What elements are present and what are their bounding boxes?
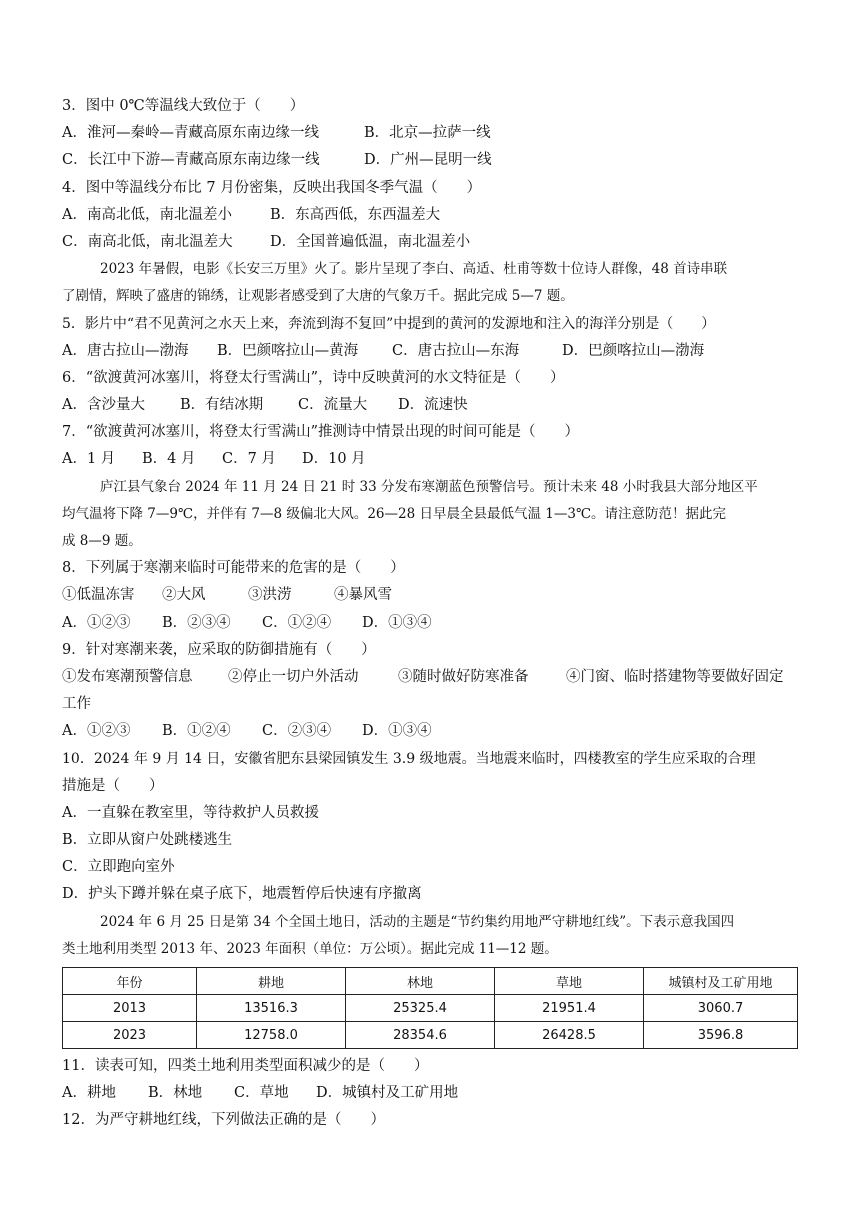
question-10-line-2: 措施是（ ）	[62, 777, 164, 794]
question-3: 3．图中 0℃等温线大致位于（ ）	[62, 98, 305, 114]
q8-option-c: C．①②④	[262, 614, 332, 631]
table-row	[63, 1022, 798, 1049]
table-header-row	[63, 968, 798, 995]
q9-items-continued: 工作	[62, 696, 91, 713]
q6-option-d: D．流速快	[398, 397, 468, 414]
intro-passage-3-line-2: 类土地利用类型 2013 年、2023 年面积（单位：万公顷）。据此完成 11—12 题。	[62, 940, 558, 957]
table-cell: 25325.4	[346, 995, 495, 1022]
q9-item-4: ④门窗、临时搭建物等要做好固定	[566, 668, 784, 685]
q8-option-a: A．①②③	[62, 614, 131, 631]
table-header: 草地	[495, 968, 644, 995]
table-header: 耕地	[197, 968, 346, 995]
question-5: 5．影片中“君不见黄河之水天上来，奔流到海不复回”中提到的黄河的发源地和注入的海洋分别是（ ）	[62, 315, 716, 332]
q9-item-3: ③随时做好防寒准备	[398, 668, 529, 685]
intro-passage-3-line-1: 2024 年 6 月 25 日是第 34 个全国土地日，活动的主题是“节约集约用地严守耕地红线”。下表示意我国四	[100, 913, 735, 930]
q8-item-4: ④暴风雪	[334, 587, 392, 604]
q9-options	[62, 718, 802, 745]
q3-options-cd	[62, 147, 802, 174]
q11-option-d: D．城镇村及工矿用地	[316, 1085, 459, 1102]
q6-option-b: B．有结冰期	[180, 397, 264, 414]
q7-option-c: C．7 月	[222, 451, 276, 468]
q4-options-ab	[62, 202, 802, 229]
table-cell: 28354.6	[346, 1022, 495, 1049]
q8-items	[62, 582, 802, 609]
table-cell: 12758.0	[197, 1022, 346, 1049]
q4-option-a: A．南高北低，南北温差小	[62, 206, 232, 223]
q9-option-d: D．①③④	[362, 723, 432, 740]
q3-options-ab	[62, 120, 802, 147]
q8-option-d: D．①③④	[362, 614, 432, 631]
q7-option-b: B．4 月	[142, 451, 196, 468]
q7-option-d: D．10 月	[302, 451, 366, 468]
intro-passage-2-line-1: 庐江县气象台 2024 年 11 月 24 日 21 时 33 分发布寒潮蓝色预警信号。预计未来 48 小时我县大部分地区平	[100, 478, 758, 495]
q5-options	[62, 338, 802, 365]
q8-option-b: B．②③④	[162, 614, 231, 631]
question-7: 7．“欲渡黄河冰塞川，将登太行雪满山”推测诗中情景出现的时间可能是（ ）	[62, 424, 580, 441]
q10-option-d: D．护头下蹲并躲在桌子底下，地震暂停后快速有序撤离	[62, 886, 422, 903]
table-cell: 3060.7	[644, 995, 798, 1022]
q3-option-c: C．长江中下游—青藏高原东南边缘一线	[62, 152, 320, 169]
q6-option-c: C．流量大	[298, 397, 368, 414]
q6-option-a: A．含沙量大	[62, 397, 145, 414]
question-12: 12．为严守耕地红线，下列做法正确的是（ ）	[62, 1112, 385, 1129]
q8-item-1: ①低温冻害	[62, 587, 135, 604]
q11-options	[62, 1080, 802, 1107]
q9-item-1: ①发布寒潮预警信息	[62, 668, 193, 685]
q7-option-a: A．1 月	[62, 451, 116, 468]
question-10-line-1: 10．2024 年 9 月 14 日，安徽省肥东县梁园镇发生 3.9 级地震。当地震来临时，四楼教室的学生应采取的合理	[62, 750, 756, 767]
q4-option-b: B．东高西低，东西温差大	[270, 206, 441, 223]
q11-option-b: B．林地	[148, 1085, 203, 1102]
q10-option-a: A．一直躲在教室里，等待救护人员救援	[62, 804, 319, 821]
q7-options	[62, 446, 802, 473]
q6-options	[62, 392, 802, 419]
q9-item-2: ②停止一切户外活动	[228, 668, 359, 685]
table-cell: 26428.5	[495, 1022, 644, 1049]
question-6: 6．“欲渡黄河冰塞川，将登太行雪满山”，诗中反映黄河的水文特征是（ ）	[62, 369, 565, 386]
q9-items	[62, 664, 802, 691]
intro-passage-1-line-2: 了剧情，辉映了盛唐的锦绣，让观影者感受到了大唐的气象万千。据此完成 5—7 题。	[62, 288, 574, 305]
intro-passage-1-line-1: 2023 年暑假，电影《长安三万里》火了。影片呈现了李白、高适、杜甫等数十位诗人群像，48 首诗串联	[100, 261, 728, 278]
q4-option-c: C．南高北低，南北温差大	[62, 233, 233, 250]
intro-passage-2-line-3: 成 8—9 题。	[62, 533, 142, 549]
question-4: 4．图中等温线分布比 7 月份密集，反映出我国冬季气温（ ）	[62, 179, 482, 196]
q10-option-c: C．立即跑向室外	[62, 859, 175, 876]
land-use-table	[62, 967, 798, 1049]
table-cell: 2023	[63, 1022, 197, 1049]
table-cell: 21951.4	[495, 995, 644, 1022]
table-header: 年份	[63, 968, 197, 995]
table-header: 城镇村及工矿用地	[644, 968, 798, 995]
q9-option-c: C．②③④	[262, 723, 332, 740]
question-11: 11．读表可知，四类土地利用类型面积减少的是（ ）	[62, 1058, 429, 1074]
q5-option-c: C．唐古拉山—东海	[392, 342, 520, 359]
table-cell: 2013	[63, 995, 197, 1022]
q9-option-a: A．①②③	[62, 723, 131, 740]
q5-option-b: B．巴颜喀拉山—黄海	[217, 342, 359, 359]
q9-option-b: B．①②④	[162, 723, 231, 740]
table-header: 林地	[346, 968, 495, 995]
q3-option-b: B．北京—拉萨一线	[364, 125, 491, 142]
q8-options	[62, 610, 802, 637]
intro-passage-2-line-2: 均气温将下降 7—9℃，并伴有 7—8 级偏北大风。26—28 日早晨全县最低气温 1—3℃。请注意防范！据此完	[62, 505, 727, 522]
q3-option-d: D．广州—昆明一线	[364, 152, 492, 169]
q5-option-a: A．唐古拉山—渤海	[62, 342, 189, 359]
q8-item-3: ③洪涝	[248, 587, 292, 604]
q5-option-d: D．巴颜喀拉山—渤海	[562, 342, 705, 359]
question-9: 9．针对寒潮来袭，应采取的防御措施有（ ）	[62, 641, 376, 658]
q10-option-b: B．立即从窗户处跳楼逃生	[62, 832, 233, 849]
q11-option-a: A．耕地	[62, 1085, 116, 1102]
q11-option-c: C．草地	[234, 1085, 289, 1102]
table-cell: 3596.8	[644, 1022, 798, 1049]
question-8: 8．下列属于寒潮来临时可能带来的危害的是（ ）	[62, 560, 405, 577]
q4-option-d: D．全国普遍低温，南北温差小	[270, 233, 471, 250]
q3-option-a: A．淮河—秦岭—青藏高原东南边缘一线	[62, 125, 319, 142]
table-cell: 13516.3	[197, 995, 346, 1022]
table-row	[63, 995, 798, 1022]
q8-item-2: ②大风	[162, 587, 206, 604]
exam-page	[62, 93, 802, 1135]
q4-options-cd	[62, 229, 802, 256]
